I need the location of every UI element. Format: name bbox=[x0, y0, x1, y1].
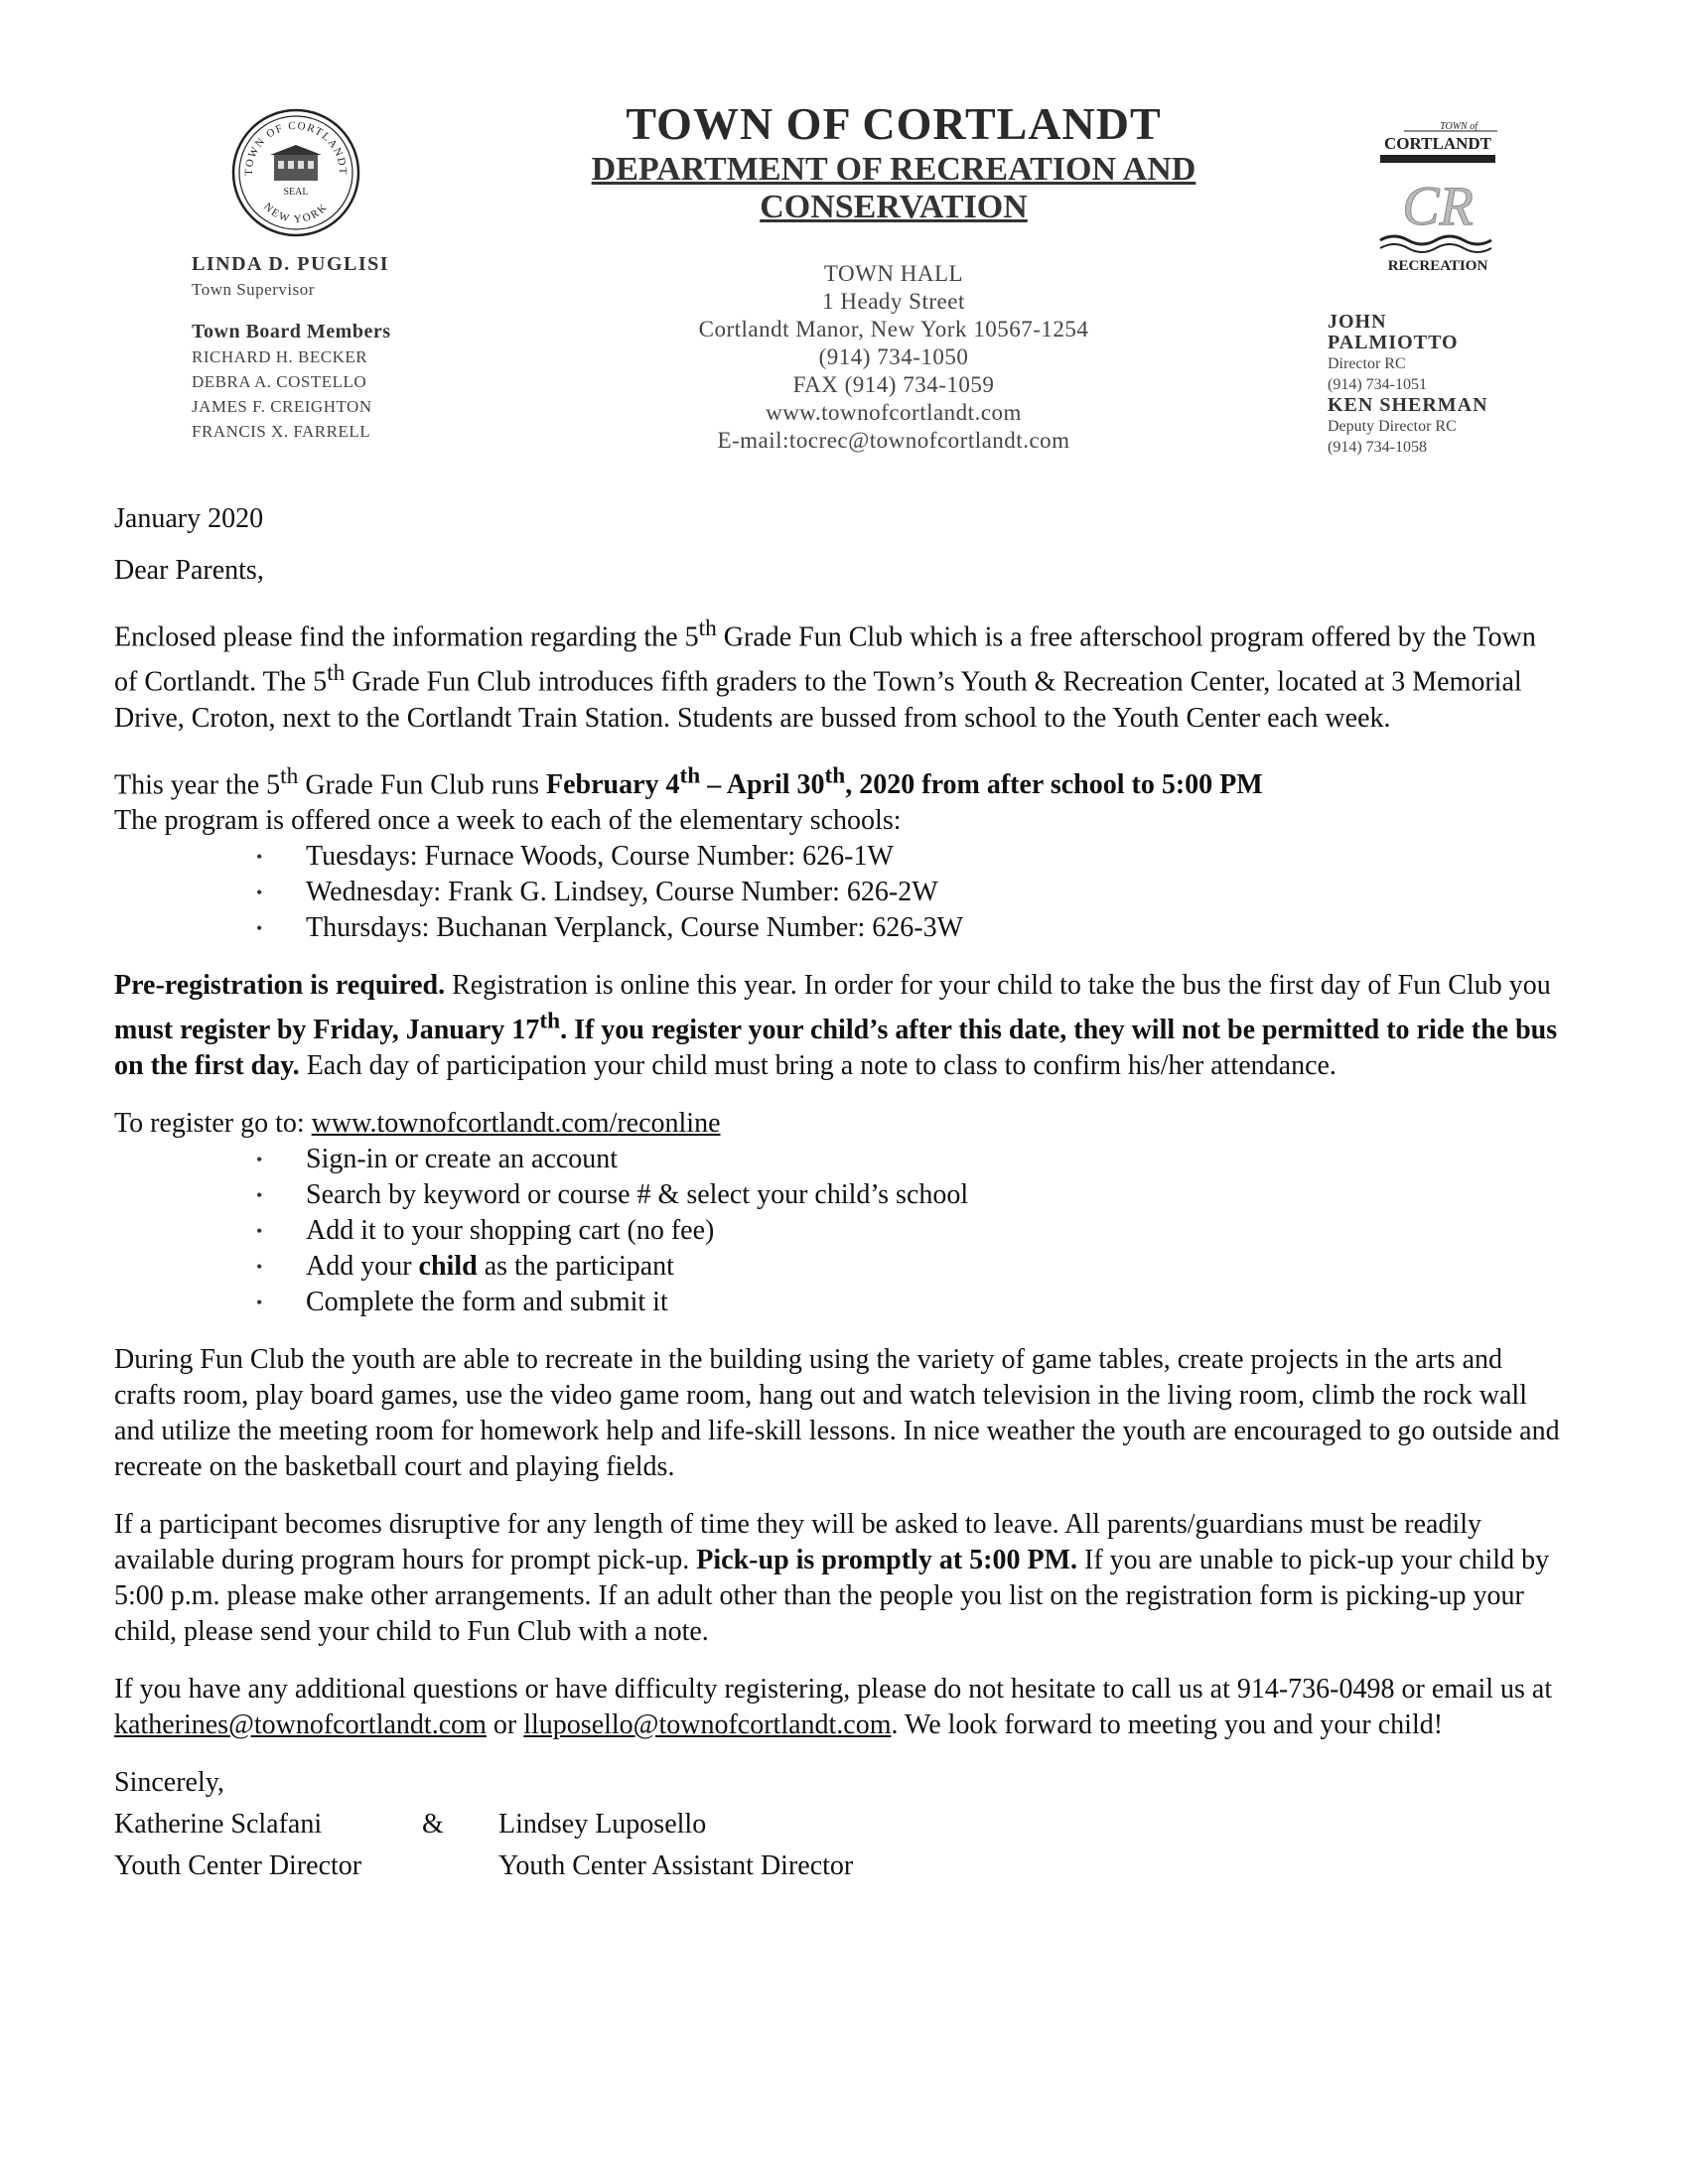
ampersand: & bbox=[422, 1809, 444, 1841]
department-line-2: CONSERVATION bbox=[760, 189, 1028, 225]
schools-list bbox=[114, 839, 1564, 946]
paragraph-register-steps: To register go to: www.townofcortlandt.com/reconline bbox=[114, 1108, 721, 1140]
paragraph-pickup: If a participant becomes disruptive for any length of time they will be asked to leave. All parents/guardians must be readily available during program hours for prompt pick-up. Pick-up is promptly at 5:00 PM. If you are unable to pick-up your child by 5:00 p.m. please make other arrangements. If an adult other than the people you list on the registration form is picking-up your child, please send your child to Fun Club with a note. bbox=[114, 1509, 1550, 1648]
department-line-1: DEPARTMENT OF RECREATION AND bbox=[591, 151, 1196, 188]
seal-mid-text: SEAL bbox=[283, 187, 309, 198]
left-column bbox=[192, 252, 450, 444]
signer2-title: Youth Center Assistant Director bbox=[498, 1850, 854, 1882]
signer1-name: Katherine Sclafani bbox=[114, 1809, 323, 1841]
list-item: • Sign-in or create an account bbox=[114, 1142, 1564, 1177]
email-link-lindsey[interactable]: lluposello@townofcortlandt.com bbox=[523, 1709, 892, 1741]
board-member: FRANCIS X. FARRELL bbox=[192, 422, 371, 441]
address-line: 1 Heady Street bbox=[822, 289, 965, 314]
board-member: DEBRA A. COSTELLO bbox=[192, 372, 367, 391]
letterhead-title: TOWN OF CORTLANDT bbox=[626, 98, 1162, 149]
list-item: • Complete the form and submit it bbox=[114, 1285, 1564, 1320]
board-member: RICHARD H. BECKER bbox=[192, 347, 368, 366]
logo-name: CORTLANDT bbox=[1383, 134, 1492, 153]
fax-line: FAX (914) 734-1059 bbox=[792, 372, 995, 397]
signer2-name: Lindsey Luposello bbox=[498, 1809, 707, 1841]
email-link-katherine[interactable]: katherines@townofcortlandt.com bbox=[114, 1709, 487, 1741]
list-item: • Thursdays: Buchanan Verplanck, Course Number: 626-3W bbox=[114, 910, 1564, 946]
board-member: JAMES F. CREIGHTON bbox=[192, 397, 372, 416]
signer1-title: Youth Center Director bbox=[114, 1850, 362, 1882]
supervisor-title: Town Supervisor bbox=[192, 280, 315, 299]
logo-initials: CR bbox=[1402, 176, 1474, 237]
signature-block bbox=[114, 1765, 1564, 1884]
phone-line: (914) 734-1050 bbox=[818, 344, 969, 369]
steps-list bbox=[114, 1142, 1564, 1320]
seal-top-text: TOWN OF CORTLANDT bbox=[242, 119, 350, 177]
logo-label: RECREATION bbox=[1387, 258, 1488, 274]
paragraph-contact: If you have any additional questions or have difficulty registering, please do not hesitate to call us at 914-736-0498 or email us at katherines@townofcortlandt.com or lluposello@townofcortlandt.com. We look forward to meeting you and your child! bbox=[114, 1674, 1553, 1741]
town-hall-address bbox=[596, 260, 1192, 455]
address-line: Cortlandt Manor, New York 10567-1254 bbox=[698, 317, 1089, 341]
logo-small-top: TOWN of bbox=[1440, 121, 1477, 132]
list-item: • Search by keyword or course # & select your child’s school bbox=[114, 1177, 1564, 1213]
paragraph-schedule: This year the 5th Grade Fun Club runs February 4th – April 30th, 2020 from after school to 5:00 PM The program is offered once a week to each of the elementary schools: bbox=[114, 762, 1263, 836]
svg-text:NEW YORK bbox=[261, 201, 331, 225]
list-item: • Tuesdays: Furnace Woods, Course Number: 626-1W bbox=[114, 839, 1564, 875]
website-line: www.townofcortlandt.com bbox=[766, 400, 1022, 425]
director-phone: (914) 734-1051 bbox=[1328, 376, 1427, 393]
address-line: TOWN HALL bbox=[823, 261, 964, 286]
list-item: • Wednesday: Frank G. Lindsey, Course Number: 626-2W bbox=[114, 875, 1564, 910]
board-heading: Town Board Members bbox=[192, 321, 391, 342]
paragraph-activities: During Fun Club the youth are able to recreate in the building using the variety of game tables, create projects in the arts and crafts room, play board games, use the video game room, hang out and watch television in the living room, climb the rock wall and utilize the meeting room for homework help and life-skill lessons. In nice weather the youth are encouraged to go outside and recreate on the basketball court and playing fields. bbox=[114, 1344, 1560, 1483]
supervisor-name: LINDA D. PUGLISI bbox=[192, 253, 390, 275]
town-seal bbox=[230, 107, 361, 238]
paragraph-intro: Enclosed please find the information regarding the 5th Grade Fun Club which is a free afterschool program offered by the Town of Cortlandt. The 5th Grade Fun Club introduces fifth graders to the Town’s Youth & Recreation Center, located at 3 Memorial Drive, Croton, next to the Cortlandt Train Station. Students are bussed from school to the Youth Center each week. bbox=[114, 615, 1536, 734]
deputy-phone: (914) 734-1058 bbox=[1328, 439, 1427, 456]
letter-greeting: Dear Parents, bbox=[114, 555, 264, 586]
deputy-name: KEN SHERMAN bbox=[1328, 394, 1488, 416]
seal-bottom-text: NEW YORK bbox=[261, 201, 331, 226]
list-item: • Add your child as the participant bbox=[114, 1249, 1564, 1285]
email-line: E-mail:tocrec@townofcortlandt.com bbox=[717, 428, 1070, 453]
letter-date: January 2020 bbox=[114, 503, 264, 534]
closing: Sincerely, bbox=[114, 1767, 224, 1799]
right-column bbox=[1328, 312, 1526, 458]
letter-body bbox=[114, 501, 1564, 1884]
director-first-name: JOHN bbox=[1328, 311, 1387, 333]
paragraph-registration: Pre-registration is required. Registration is online this year. In order for your child to take the bus the first day of Fun Club you must register by Friday, January 17th. If you register your child’s after this date, they will not be permitted to ride the bus on the first day. Each day of participation your child must bring a note to class to confirm his/her attendance. bbox=[114, 969, 1558, 1082]
register-link[interactable]: www.townofcortlandt.com/reconline bbox=[311, 1108, 721, 1140]
director-title: Director RC bbox=[1328, 355, 1406, 372]
deputy-title: Deputy Director RC bbox=[1328, 418, 1457, 435]
recreation-logo bbox=[1374, 121, 1501, 280]
director-last-name: PALMIOTTO bbox=[1328, 332, 1459, 353]
list-item: • Add it to your shopping cart (no fee) bbox=[114, 1213, 1564, 1249]
